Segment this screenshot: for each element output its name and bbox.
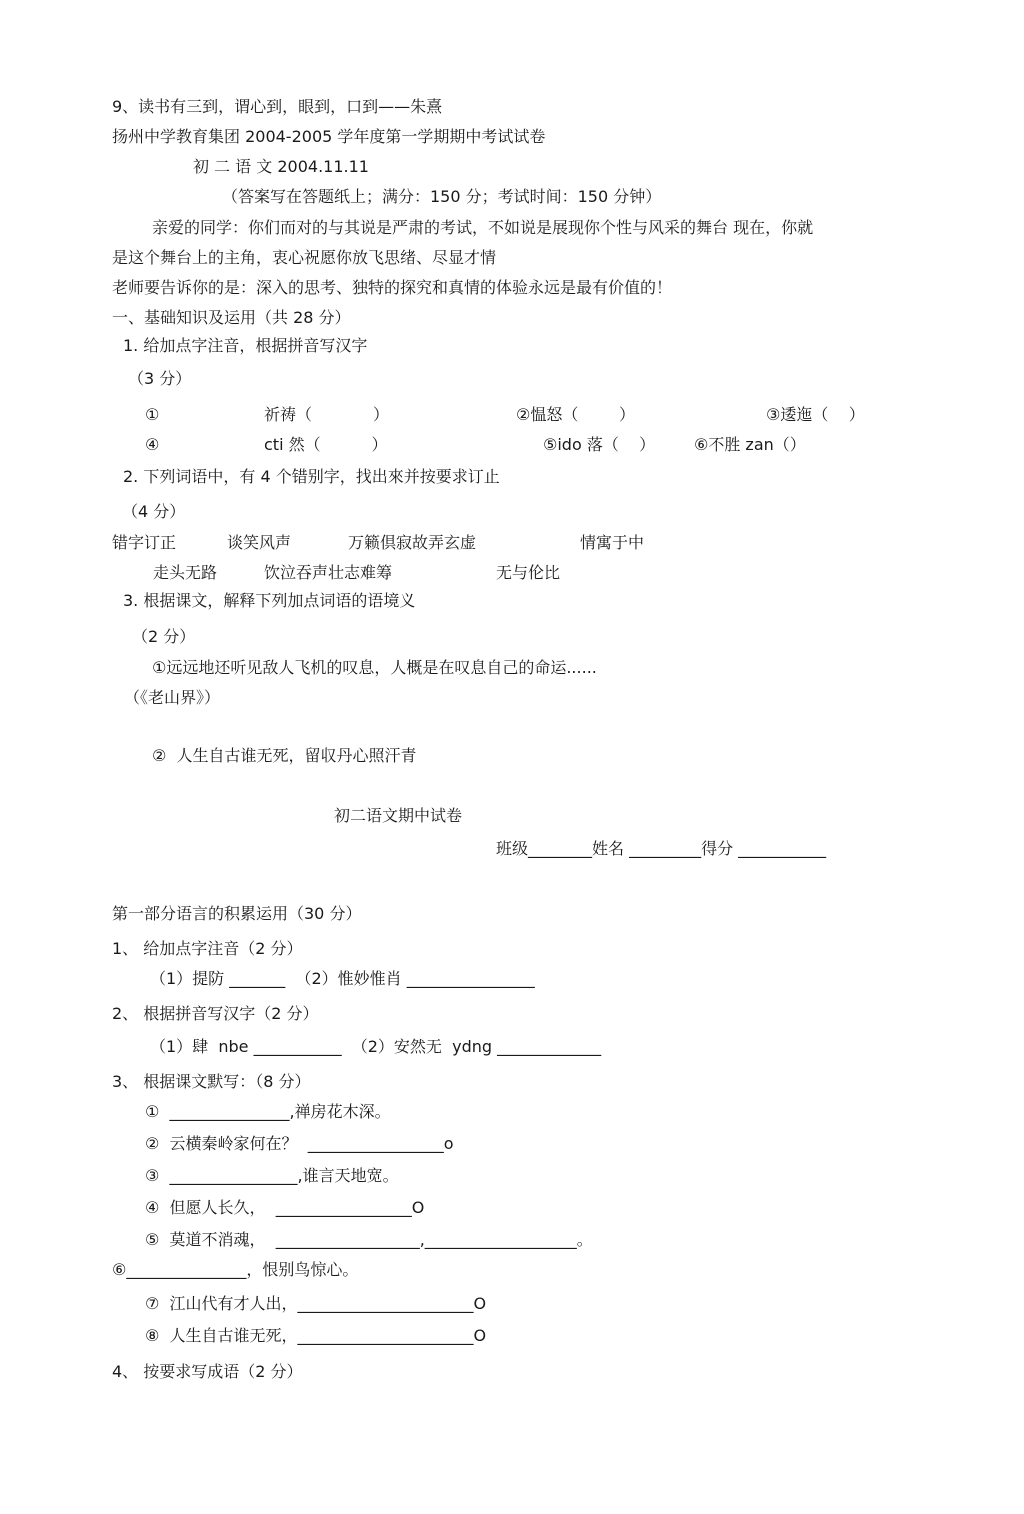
exam-subject-date: 初 二 语 文 2004.11.11: [193, 157, 369, 176]
exam-header-title: 扬州中学教育集团 2004-2005 学年度第一学期期中考试试卷: [112, 127, 546, 146]
q2-word-5: 饮泣吞声壮志难筹: [264, 563, 393, 582]
q2-word-4: 走头无路: [153, 563, 218, 582]
answer-q1-items: （1）提防 _______ （2）惟妙惟肖 ________________: [150, 969, 535, 988]
answer-q3-item-1: ① _______________,禅房花木深。: [145, 1102, 391, 1121]
q2-word-2: 万籁倶寂故弄玄虚: [348, 533, 477, 552]
answer-q3-item-3: ③ ________________,谁言天地宽。: [145, 1166, 399, 1185]
q1-item-1: 祈祷（ ）: [264, 405, 390, 424]
q3-item-1-source: （《老山界》）: [124, 688, 221, 707]
q2-word-6: 无与伦比: [496, 563, 561, 582]
q1-item-3: ③逶迤（ ）: [766, 405, 865, 424]
question-2-points: （4 分）: [122, 502, 186, 521]
answer-q3-item-8: ⑧ 人生自古谁无死，______________________O: [145, 1326, 487, 1345]
quote-line: 9、读书有三到，谓心到，眼到，口到——朱熹: [112, 97, 443, 116]
question-3-text: 3. 根据课文，解释下列加点词语的语境义: [123, 591, 416, 610]
q3-item-2: ② 人生自古谁无死，留収丹心照汗青: [152, 746, 417, 765]
question-2-text: 2. 下列词语中，有 4 个错别字，找出來并按要求订止: [123, 467, 500, 486]
q3-item-1: ①远远地还听见敌人飞机的叹息，人概是在叹息自己的命运......: [152, 658, 597, 677]
greeting-line-1: 亲爱的同学：你们而对的与其说是严肃的考试，不如说是展现你个性与风采的舞台 现在，你就: [152, 218, 814, 237]
student-info-line: 班级________姓名 _________得分 ___________: [496, 839, 827, 858]
q1-item-2: ②愠怒（ ）: [516, 405, 636, 424]
answer-q3-item-4: ④ 但愿人长久， _________________O: [145, 1198, 425, 1217]
q1-item-4: cti 然（ ）: [264, 435, 388, 454]
q2-label-correction: 错字订正: [112, 533, 177, 552]
q2-word-3: 情寓于中: [580, 533, 645, 552]
answer-q2-text: 2、 根据拼音写汉字（2 分）: [112, 1004, 319, 1023]
answer-q1-text: 1、 给加点字注音（2 分）: [112, 939, 303, 958]
part-1-heading: 第一部分语言的积累运用（30 分）: [112, 904, 362, 923]
q1-item-6: ⑥不胜 zan（）: [694, 435, 806, 454]
q2-word-1: 谈笑风声: [227, 533, 292, 552]
answer-q3-text: 3、 根据课文默写：（8 分）: [112, 1072, 311, 1091]
greeting-line-2: 是这个舞台上的主角，衷心祝愿你放飞思绪、尽显才情: [112, 248, 497, 267]
answer-sheet-title: 初二语文期中试卷: [334, 806, 463, 825]
q1-item-5: ⑤ido 落（ ）: [543, 435, 656, 454]
question-3-points: （2 分）: [132, 627, 196, 646]
q1-item-1-marker: ①: [145, 405, 160, 424]
answer-q3-item-2: ② 云横秦岭家何在？ _________________o: [145, 1134, 454, 1153]
section-heading-1: 一、基础知识及运用（共 28 分）: [112, 308, 351, 327]
exam-instructions: （答案写在答题纸上；满分：150 分；考试时间：150 分钟）: [222, 187, 662, 206]
greeting-line-3: 老师要告诉你的是：深入的思考、独特的探究和真情的体验永远是最有价值的！: [112, 278, 673, 297]
question-1-points: （3 分）: [128, 369, 192, 388]
answer-q2-items: （1）肆 nbe ___________ （2）安然无 ydng _____________: [150, 1037, 602, 1056]
answer-q3-item-5: ⑤ 莫道不消魂， __________________,___________________。: [145, 1230, 593, 1249]
answer-q3-item-7: ⑦ 江山代有才人出，______________________O: [145, 1294, 487, 1313]
q1-item-4-marker: ④: [145, 435, 160, 454]
question-1-text: 1. 给加点字注音，根据拼音写汉字: [123, 336, 368, 355]
answer-q3-item-6: ⑥_______________，恨别鸟惊心。: [112, 1260, 359, 1279]
answer-q4-text: 4、 按要求写成语（2 分）: [112, 1362, 303, 1381]
